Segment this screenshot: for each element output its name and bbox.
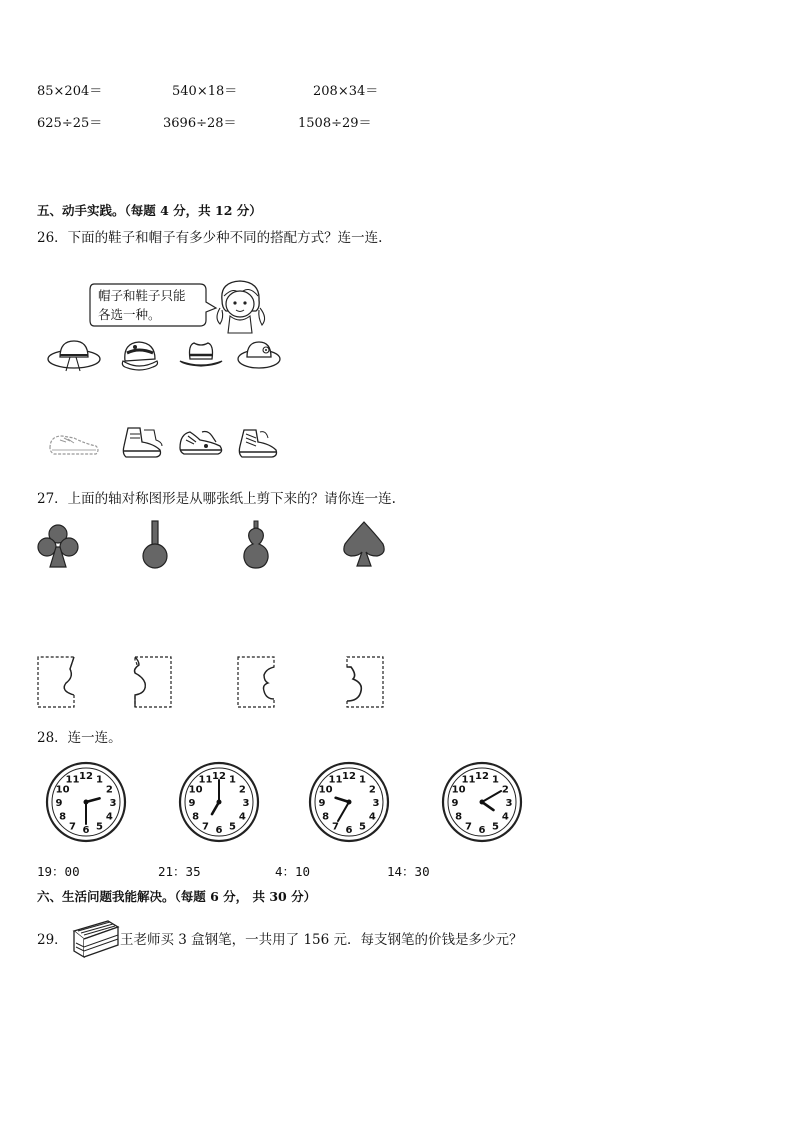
clock-numeral: 3 — [505, 798, 513, 809]
clock-numeral: 11 — [65, 774, 80, 786]
pen-box-icon — [68, 917, 120, 959]
clock-numeral: 1 — [96, 774, 103, 786]
clock-numeral: 1 — [359, 774, 366, 786]
question-29-number: 29． — [37, 932, 68, 948]
clock-numeral: 12 — [475, 771, 489, 782]
speech-text-2: 各选一种。 — [98, 307, 161, 322]
clock-numeral: 10 — [451, 784, 466, 796]
clock-icon — [45, 761, 127, 843]
clock-numeral: 8 — [59, 811, 67, 823]
club-icon — [36, 523, 80, 569]
time-label: 14：30 — [387, 864, 430, 879]
clock-numeral: 4 — [105, 811, 113, 823]
clock-numeral: 3 — [372, 798, 380, 809]
clock-numeral: 4 — [238, 811, 246, 823]
clock-numeral: 3 — [109, 798, 117, 809]
clock-icon — [178, 761, 260, 843]
gourd-icon — [241, 520, 271, 570]
clock-numeral: 2 — [368, 784, 376, 796]
clock-numeral: 6 — [478, 825, 486, 836]
clock-numeral: 10 — [318, 784, 333, 796]
paper-shape-4 — [343, 655, 387, 709]
calc-item: 3696÷28＝ — [163, 116, 237, 131]
sunhat-icon — [236, 337, 282, 371]
section-title: 六、生活问题我能解决。（每题 6 分， 共 30 分） — [37, 889, 317, 904]
spade-icon — [341, 520, 387, 568]
calc-item: 85×204＝ — [37, 84, 103, 99]
clock-numeral: 1 — [229, 774, 236, 786]
calc-item: 208×34＝ — [313, 84, 379, 99]
clock-numeral: 11 — [461, 774, 476, 786]
clock-numeral: 2 — [501, 784, 509, 796]
time-label: 21：35 — [158, 864, 201, 879]
question-26: 26．下面的鞋子和帽子有多少种不同的搭配方式？连一连. — [37, 230, 383, 246]
clock-numeral: 12 — [79, 771, 93, 782]
clock-numeral: 7 — [465, 821, 472, 833]
clock-numeral: 9 — [318, 798, 326, 809]
clock-numeral: 5 — [229, 821, 236, 833]
paper-shape-2 — [131, 655, 175, 709]
clock-numeral: 1 — [492, 774, 499, 786]
clock-numeral: 7 — [332, 821, 339, 833]
time-label: 19：00 — [37, 864, 80, 879]
clock-numeral: 11 — [328, 774, 343, 786]
calc-item: 1508÷29＝ — [298, 116, 372, 131]
clock-numeral: 9 — [451, 798, 459, 809]
clock-numeral: 9 — [188, 798, 196, 809]
clock-numeral: 11 — [198, 774, 213, 786]
clock-numeral: 10 — [188, 784, 203, 796]
cap-icon — [119, 337, 161, 373]
speech-text-1: 帽子和鞋子只能 — [98, 288, 186, 303]
clock-numeral: 3 — [242, 798, 250, 809]
section-title: 五、动手实践。（每题 4 分，共 12 分） — [37, 203, 262, 218]
clock-numeral: 4 — [368, 811, 376, 823]
clock-numeral: 5 — [492, 821, 499, 833]
clock-numeral: 8 — [322, 811, 330, 823]
clock-icon — [441, 761, 523, 843]
clock-numeral: 8 — [192, 811, 200, 823]
clock-numeral: 12 — [212, 771, 226, 782]
fedora-icon — [178, 339, 224, 369]
question-29: 王老师买 3 盒钢笔，一共用了 156 元．每支钢笔的价钱是多少元？ — [120, 932, 523, 948]
clock-numeral: 12 — [342, 771, 356, 782]
high-top-icon — [236, 424, 280, 460]
sneaker-icon — [46, 428, 102, 458]
clock-numeral: 5 — [96, 821, 103, 833]
calc-item: 625÷25＝ — [37, 116, 103, 131]
clock-numeral: 5 — [359, 821, 366, 833]
clock-numeral: 4 — [501, 811, 509, 823]
clock-numeral: 7 — [202, 821, 209, 833]
clock-numeral: 6 — [345, 825, 353, 836]
clock-icon — [308, 761, 390, 843]
clock-numeral: 7 — [69, 821, 76, 833]
question-28: 28．连一连。 — [37, 730, 122, 746]
boot-icon — [118, 424, 164, 460]
clock-numeral: 6 — [215, 825, 223, 836]
question-27: 27．上面的轴对称图形是从哪张纸上剪下来的？请你连一连. — [37, 491, 396, 507]
lollipop-icon — [140, 520, 170, 570]
clock-numeral: 10 — [55, 784, 70, 796]
clock-numeral: 8 — [455, 811, 463, 823]
paper-shape-1 — [36, 655, 78, 709]
sport-shoe-icon — [176, 426, 226, 458]
clock-numeral: 6 — [82, 825, 90, 836]
clock-numeral: 9 — [55, 798, 63, 809]
calc-item: 540×18＝ — [172, 84, 238, 99]
girl-icon — [214, 278, 268, 334]
clock-numeral: 2 — [105, 784, 113, 796]
paper-shape-3 — [236, 655, 278, 709]
time-label: 4：10 — [275, 864, 311, 879]
clock-numeral: 2 — [238, 784, 246, 796]
hat-icon — [46, 337, 102, 373]
